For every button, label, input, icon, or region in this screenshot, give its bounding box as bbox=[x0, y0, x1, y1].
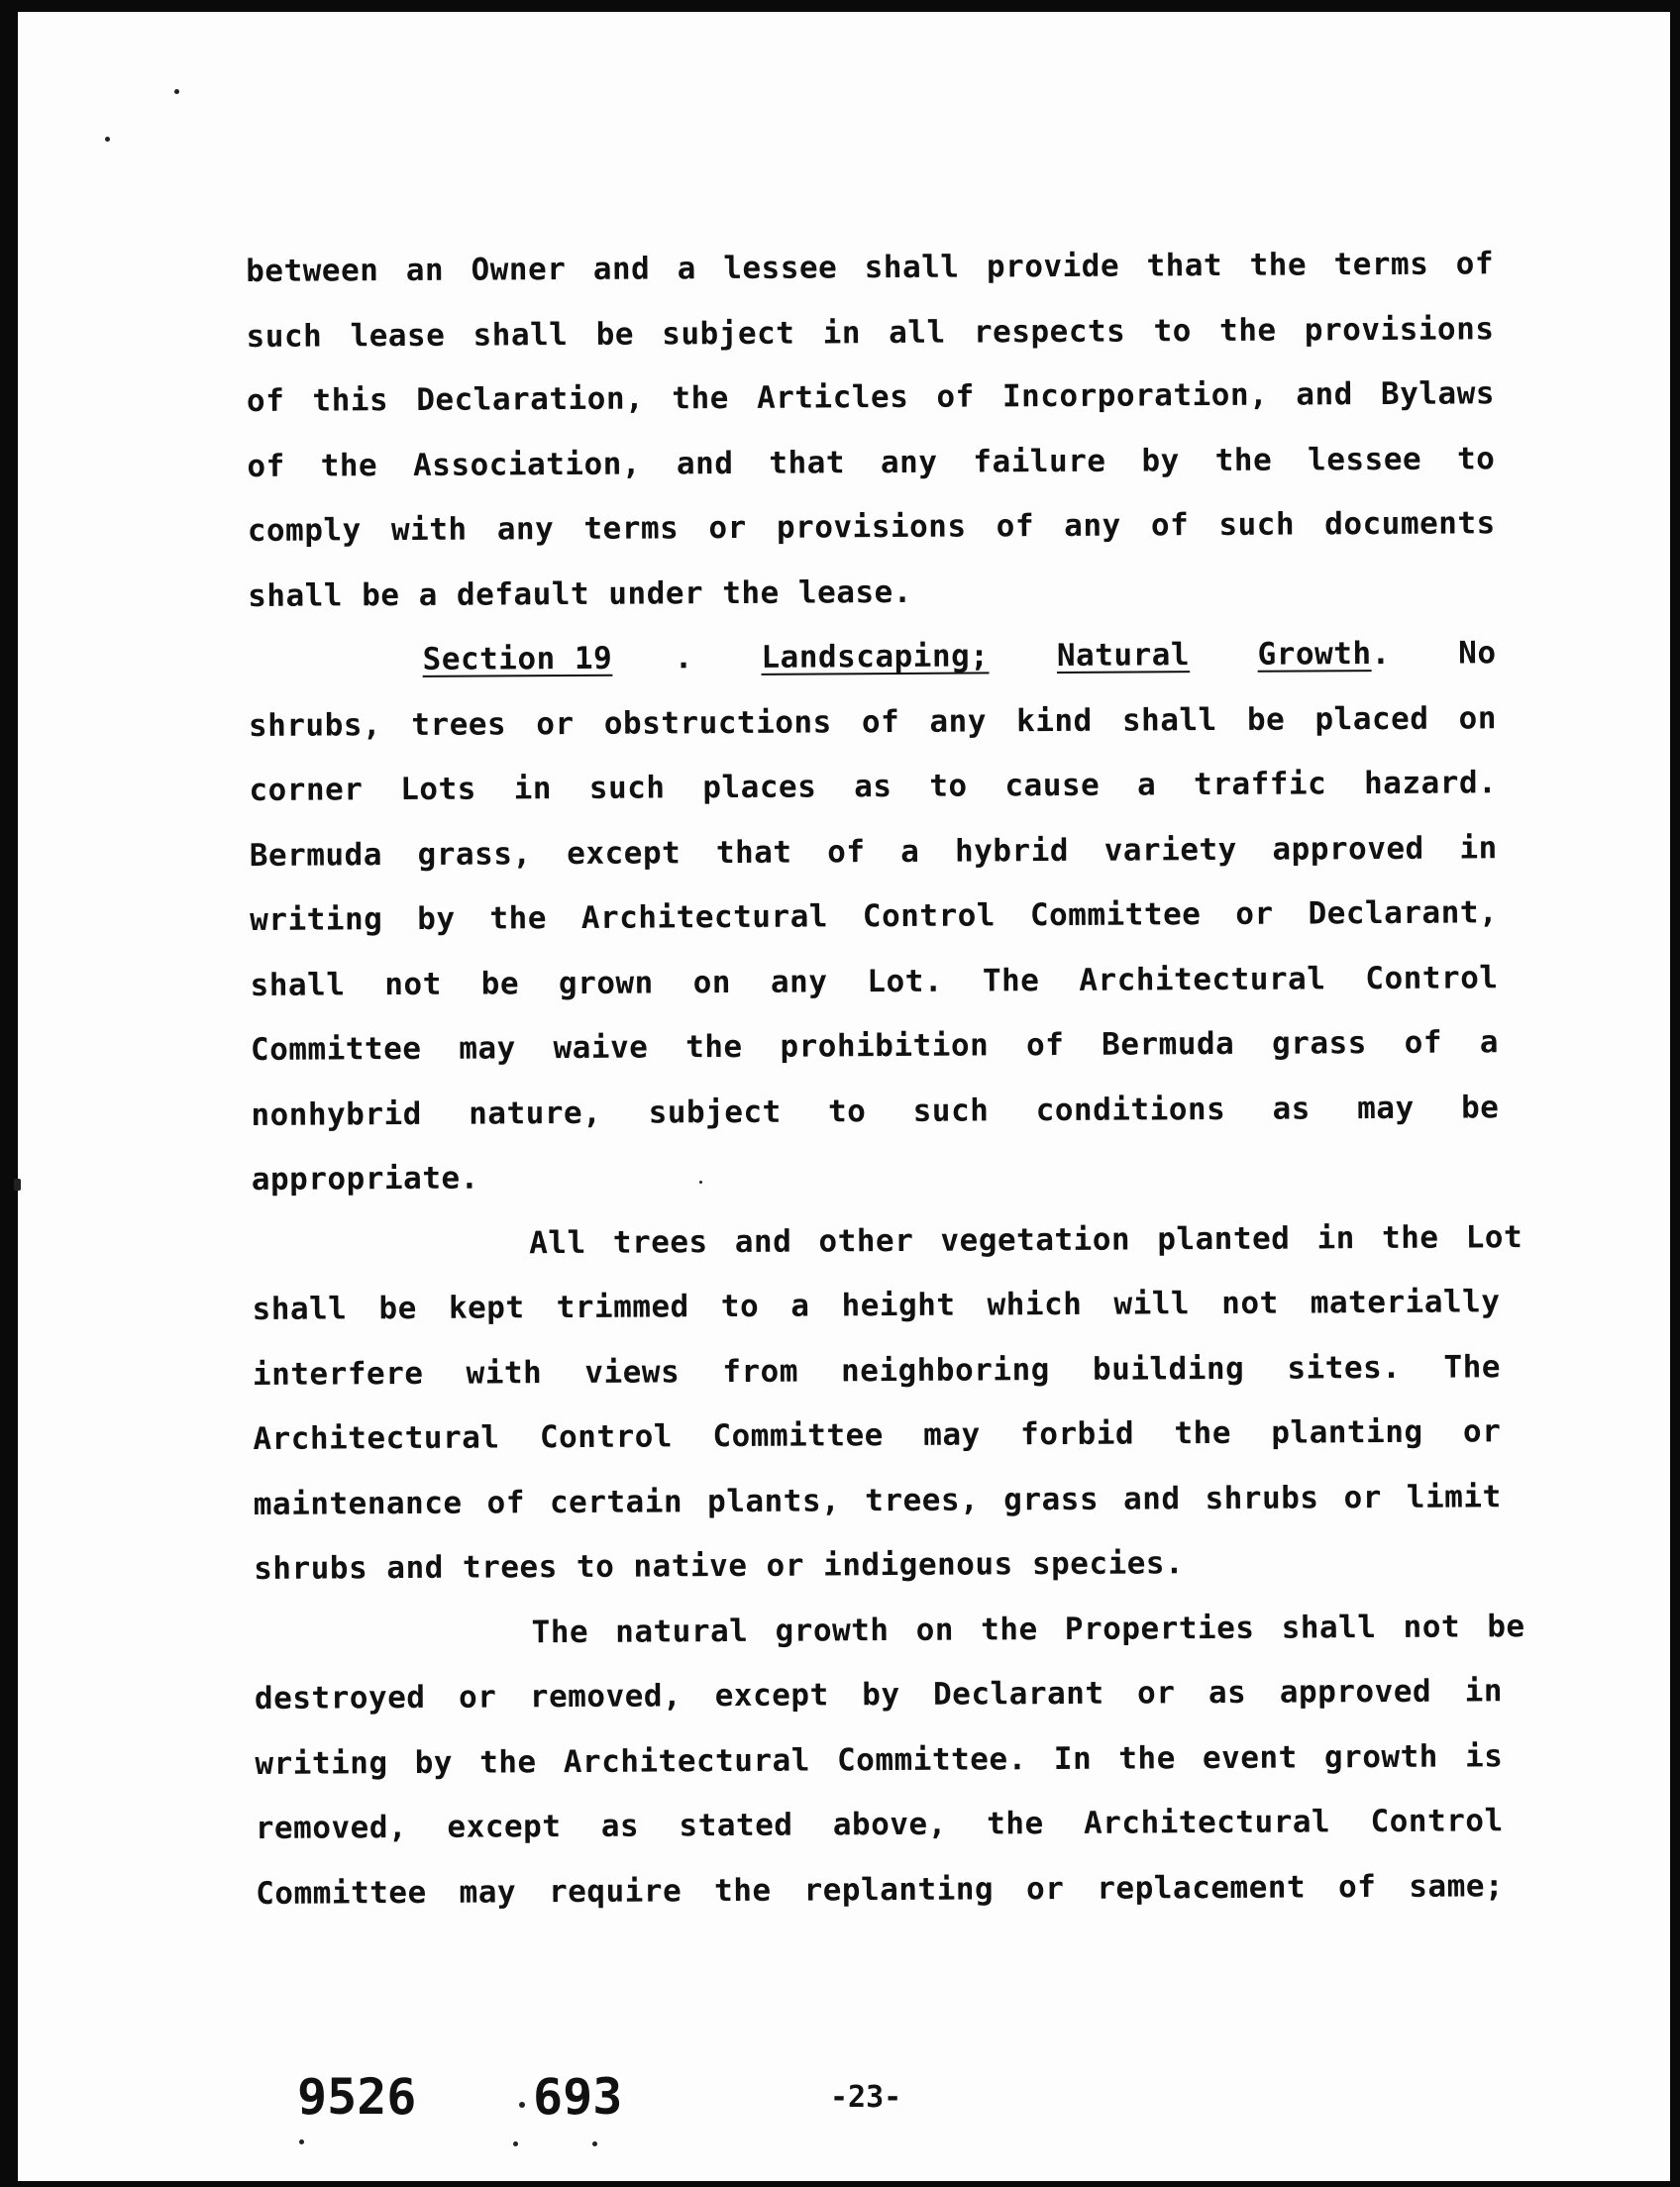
word: of bbox=[1455, 246, 1495, 282]
word: subject bbox=[648, 1094, 782, 1131]
section-title-part-3-wrap: Growth. bbox=[1257, 635, 1391, 673]
word: to bbox=[1153, 312, 1192, 349]
text-line bbox=[253, 1335, 1501, 1407]
word: in bbox=[822, 314, 862, 351]
bates-number-right: 693 bbox=[533, 2068, 623, 2126]
word: Committee bbox=[1029, 896, 1202, 934]
word: to bbox=[720, 1288, 760, 1325]
word: with bbox=[466, 1354, 543, 1392]
text-line bbox=[254, 1529, 1502, 1602]
paragraph-trees-first-line: All trees and other vegetation planted in the Lot bbox=[529, 1218, 1523, 1261]
word: may bbox=[1357, 1090, 1415, 1126]
section-first-word: No bbox=[1458, 635, 1497, 672]
word: documents bbox=[1324, 505, 1496, 543]
word: except bbox=[447, 1809, 562, 1845]
word: a bbox=[790, 1288, 810, 1324]
word: and bbox=[592, 251, 651, 287]
word: between bbox=[246, 253, 379, 289]
word: approved bbox=[1272, 830, 1424, 868]
word: variety bbox=[1103, 831, 1237, 869]
word: in bbox=[1459, 829, 1498, 867]
word: prohibition bbox=[780, 1027, 990, 1065]
word: Bermuda bbox=[249, 836, 383, 874]
section-period: . bbox=[674, 640, 694, 677]
word: shall bbox=[250, 966, 346, 1003]
word: The bbox=[1443, 1348, 1502, 1386]
word: height bbox=[841, 1287, 956, 1324]
word: in bbox=[1464, 1673, 1504, 1710]
scan-speck bbox=[14, 1179, 21, 1191]
scan-speck bbox=[592, 2141, 597, 2146]
word: Control bbox=[539, 1418, 674, 1456]
word: as bbox=[1272, 1090, 1312, 1127]
text-line bbox=[247, 427, 1495, 499]
word: planting bbox=[1271, 1413, 1423, 1451]
word: building bbox=[1092, 1350, 1245, 1388]
word: the bbox=[489, 900, 548, 937]
word: same; bbox=[1409, 1867, 1505, 1905]
bates-number-left: 9526 bbox=[297, 2068, 417, 2126]
paragraph-natural-body bbox=[255, 1659, 1505, 1927]
word: any bbox=[1064, 507, 1121, 544]
word: of bbox=[936, 378, 975, 415]
word: Bermuda bbox=[1102, 1025, 1235, 1063]
word: and bbox=[1296, 376, 1353, 413]
word: Committee bbox=[712, 1417, 884, 1455]
word: shall bbox=[252, 1291, 348, 1327]
word: or bbox=[1462, 1413, 1502, 1450]
word: nature, bbox=[469, 1094, 602, 1132]
word: Architectural bbox=[580, 898, 829, 936]
section-title-part-2: Natural bbox=[1056, 637, 1191, 675]
word: Bylaws bbox=[1380, 375, 1496, 413]
word: such bbox=[246, 318, 323, 355]
word: kind bbox=[1016, 702, 1093, 739]
word: shall be a default under the lease. bbox=[248, 573, 913, 614]
word: of bbox=[1025, 1026, 1065, 1064]
word: of bbox=[247, 448, 285, 484]
word: Lot. bbox=[867, 963, 944, 999]
word: by bbox=[862, 1676, 900, 1714]
word: lease bbox=[350, 317, 446, 354]
word: places bbox=[702, 769, 817, 806]
text-line bbox=[256, 1854, 1504, 1927]
word: Control bbox=[1365, 959, 1499, 996]
word: of bbox=[1404, 1024, 1443, 1061]
text-line bbox=[253, 1400, 1501, 1472]
word: provisions bbox=[1304, 310, 1495, 348]
word: may bbox=[459, 1873, 517, 1911]
word: any bbox=[770, 963, 828, 1000]
word: interfere bbox=[252, 1355, 424, 1393]
word: Declarant bbox=[932, 1675, 1104, 1713]
text-line bbox=[252, 1140, 1500, 1212]
text-line bbox=[250, 881, 1498, 953]
word: grown bbox=[558, 964, 654, 1001]
text-line bbox=[248, 491, 1496, 564]
word: lessee bbox=[1308, 441, 1422, 477]
word: respects bbox=[973, 313, 1126, 351]
text-line bbox=[250, 816, 1498, 888]
word: or bbox=[458, 1679, 497, 1716]
word: provisions bbox=[776, 508, 967, 546]
section-title-part-3: Growth bbox=[1257, 636, 1372, 673]
word: Architectural bbox=[253, 1419, 500, 1457]
word: the bbox=[672, 380, 729, 417]
word: may bbox=[459, 1030, 516, 1067]
word: to bbox=[1456, 440, 1496, 477]
word: traffic bbox=[1193, 766, 1327, 803]
word: lessee bbox=[723, 250, 838, 287]
word: such bbox=[588, 770, 666, 806]
word: of bbox=[1337, 1868, 1377, 1905]
word: as bbox=[854, 769, 892, 805]
word: replanting bbox=[803, 1870, 995, 1909]
word: forbid bbox=[1019, 1415, 1135, 1453]
paragraph-natural-first-line: The natural growth on the Properties shall not be bbox=[531, 1608, 1525, 1650]
word: views bbox=[584, 1353, 681, 1391]
word: the bbox=[1174, 1414, 1232, 1452]
word: failure bbox=[973, 443, 1106, 480]
word: with bbox=[390, 511, 468, 549]
word: corner bbox=[249, 772, 364, 808]
word: of bbox=[827, 833, 866, 870]
word: maintenance bbox=[253, 1485, 463, 1522]
word: appropriate. bbox=[251, 1160, 479, 1198]
word: plants, bbox=[706, 1482, 841, 1519]
word: Articles bbox=[756, 378, 909, 416]
word: Committee. bbox=[836, 1740, 1027, 1778]
word: Incorporation, bbox=[1001, 376, 1269, 415]
word: which bbox=[987, 1286, 1083, 1323]
word: sites. bbox=[1287, 1349, 1402, 1387]
word: that bbox=[769, 444, 846, 481]
word: shrubs and trees to native or indigenous species. bbox=[254, 1545, 1185, 1587]
word: an bbox=[405, 252, 445, 289]
word: in bbox=[513, 771, 553, 807]
word: hybrid bbox=[954, 832, 1070, 870]
word: stated bbox=[679, 1807, 793, 1844]
word: grass, bbox=[417, 835, 532, 873]
document-body bbox=[246, 232, 1525, 1927]
word: replacement bbox=[1097, 1868, 1307, 1907]
paragraph-lease-terms bbox=[246, 232, 1496, 629]
word: by bbox=[417, 900, 456, 937]
word: is bbox=[1464, 1737, 1504, 1775]
word: writing bbox=[250, 901, 383, 938]
word: grass bbox=[1271, 1025, 1367, 1062]
word: that bbox=[715, 834, 792, 871]
word: Declaration, bbox=[416, 380, 645, 418]
text-line bbox=[249, 686, 1497, 759]
word: such bbox=[1218, 506, 1296, 544]
text-line bbox=[247, 362, 1495, 434]
word: trimmed bbox=[556, 1289, 689, 1326]
scan-speck bbox=[174, 89, 179, 94]
word: or bbox=[1343, 1479, 1382, 1515]
text-line bbox=[246, 232, 1494, 304]
word: terms bbox=[1333, 246, 1429, 283]
word: be bbox=[1460, 1089, 1500, 1126]
word: certain bbox=[549, 1483, 683, 1520]
word: be bbox=[595, 316, 635, 353]
text-line bbox=[256, 1789, 1504, 1861]
word: trees, bbox=[865, 1482, 980, 1518]
word: hazard. bbox=[1363, 765, 1498, 802]
word: such bbox=[912, 1092, 990, 1129]
scan-speck bbox=[299, 2139, 304, 2144]
word: comply bbox=[247, 512, 362, 549]
word: subject bbox=[662, 315, 795, 352]
word: Control bbox=[862, 897, 997, 935]
word: Control bbox=[1370, 1803, 1504, 1840]
word: neighboring bbox=[840, 1351, 1050, 1389]
word: on bbox=[1458, 699, 1498, 737]
word: the bbox=[1118, 1739, 1176, 1777]
word: as bbox=[1208, 1674, 1247, 1712]
word: of bbox=[246, 382, 285, 419]
scan-speck bbox=[513, 2141, 518, 2146]
word: except bbox=[714, 1677, 829, 1715]
word: limit bbox=[1406, 1478, 1502, 1515]
word: above, bbox=[832, 1806, 947, 1843]
word: the bbox=[479, 1743, 537, 1781]
word: of bbox=[996, 508, 1035, 545]
word: Association, bbox=[412, 446, 642, 483]
section-title-part-1: Landscaping; bbox=[761, 638, 990, 676]
word: Committee bbox=[250, 1030, 422, 1068]
word: be bbox=[480, 965, 520, 1002]
word: that bbox=[1146, 247, 1223, 284]
word: Architectural bbox=[563, 1742, 811, 1780]
word: shrubs bbox=[1205, 1479, 1319, 1516]
word: Architectural bbox=[1079, 960, 1326, 998]
word: approved bbox=[1279, 1673, 1432, 1711]
word: or bbox=[1235, 895, 1274, 932]
word: be bbox=[378, 1290, 417, 1327]
word: or bbox=[708, 509, 747, 547]
word: require bbox=[548, 1872, 682, 1910]
word: the bbox=[1214, 442, 1273, 478]
text-line bbox=[255, 1724, 1503, 1797]
scan-speck bbox=[105, 137, 110, 142]
word: Architectural bbox=[1083, 1804, 1331, 1841]
word: will bbox=[1113, 1286, 1191, 1322]
word: not bbox=[384, 966, 442, 1002]
word: materially bbox=[1310, 1284, 1501, 1321]
word: all bbox=[889, 314, 946, 351]
word: removed, bbox=[255, 1810, 408, 1846]
word: destroyed bbox=[254, 1679, 426, 1717]
word: any bbox=[929, 702, 988, 740]
word: as bbox=[600, 1808, 640, 1844]
text-line bbox=[252, 1270, 1500, 1342]
word: and bbox=[1122, 1480, 1181, 1517]
word: the bbox=[685, 1028, 743, 1066]
word: the bbox=[987, 1806, 1044, 1842]
word: trees bbox=[411, 705, 507, 743]
word: or bbox=[536, 705, 575, 742]
word: Lots bbox=[400, 771, 476, 808]
word: obstructions bbox=[603, 703, 832, 742]
word: to bbox=[929, 768, 968, 804]
word: conditions bbox=[1035, 1091, 1226, 1128]
word: a bbox=[1136, 767, 1157, 803]
word: a bbox=[900, 833, 920, 870]
word: The bbox=[982, 962, 1040, 998]
word: except bbox=[567, 834, 682, 872]
word: writing bbox=[255, 1744, 388, 1782]
word: this bbox=[312, 382, 389, 419]
word: event bbox=[1202, 1739, 1298, 1776]
word: the bbox=[1218, 312, 1277, 349]
word: or bbox=[1025, 1870, 1065, 1907]
text-line bbox=[255, 1659, 1503, 1731]
text-line bbox=[250, 946, 1498, 1018]
word: by bbox=[414, 1744, 454, 1781]
word: provide bbox=[986, 248, 1120, 285]
paragraph-trees-body bbox=[252, 1270, 1502, 1602]
word: and bbox=[676, 445, 734, 481]
word: be bbox=[1246, 701, 1286, 738]
word: Declarant, bbox=[1308, 894, 1499, 932]
word: by bbox=[1141, 442, 1180, 478]
word: not bbox=[1221, 1285, 1279, 1322]
word: may bbox=[923, 1416, 981, 1453]
word: of bbox=[1150, 507, 1190, 544]
word: terms bbox=[583, 510, 680, 547]
word: waive bbox=[553, 1029, 649, 1067]
word: shall bbox=[472, 316, 569, 354]
text-line bbox=[254, 1465, 1502, 1537]
word: of bbox=[861, 703, 900, 740]
word: growth bbox=[1323, 1738, 1439, 1775]
word: removed, bbox=[529, 1678, 682, 1716]
word: grass bbox=[1003, 1481, 1100, 1517]
word: of bbox=[486, 1484, 526, 1521]
text-line bbox=[246, 297, 1494, 369]
word: Committee bbox=[256, 1874, 427, 1912]
word: nonhybrid bbox=[251, 1095, 422, 1133]
section-number: Section 19 bbox=[422, 640, 613, 677]
word: any bbox=[880, 444, 938, 480]
section-19-heading-line bbox=[248, 621, 1496, 693]
text-line bbox=[251, 1010, 1499, 1083]
word: to bbox=[827, 1093, 867, 1129]
word: kept bbox=[448, 1290, 525, 1326]
text-line bbox=[248, 557, 1496, 629]
section-19-body bbox=[249, 686, 1500, 1213]
word: any bbox=[496, 511, 555, 548]
word: the bbox=[320, 447, 378, 484]
word: placed bbox=[1314, 700, 1429, 737]
word: shall bbox=[1121, 701, 1217, 739]
word: a bbox=[677, 251, 696, 287]
page-number: -23- bbox=[830, 2080, 902, 2115]
word: a bbox=[1479, 1024, 1500, 1061]
word: from bbox=[722, 1353, 799, 1390]
text-line bbox=[251, 1076, 1499, 1148]
word: or bbox=[1136, 1675, 1176, 1712]
word: the bbox=[1249, 247, 1308, 283]
scan-speck bbox=[519, 2102, 525, 2108]
word: cause bbox=[1004, 767, 1101, 804]
word: the bbox=[713, 1872, 772, 1909]
text-line bbox=[249, 751, 1497, 823]
word: shrubs, bbox=[248, 706, 382, 744]
word: In bbox=[1053, 1740, 1093, 1777]
word: shall bbox=[864, 249, 960, 286]
word: on bbox=[692, 964, 732, 1000]
word: Owner bbox=[471, 252, 567, 288]
